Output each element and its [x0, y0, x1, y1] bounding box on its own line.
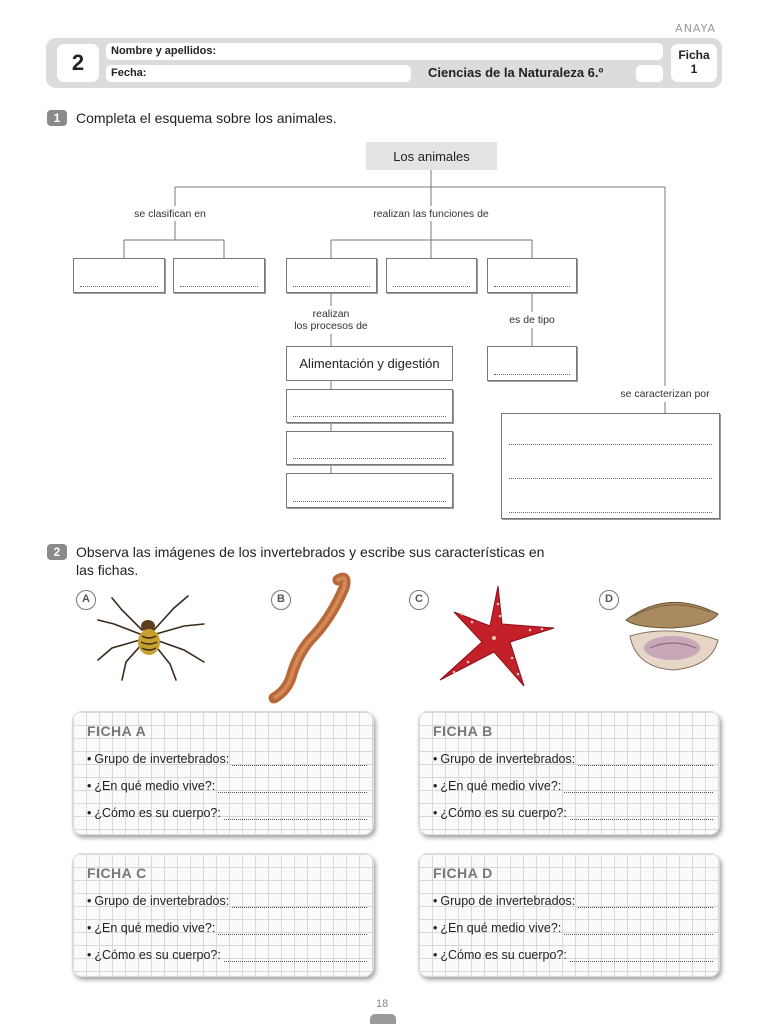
name-label: Nombre y apellidos:: [111, 45, 217, 57]
answer-line[interactable]: [570, 952, 713, 962]
answer-line[interactable]: [224, 810, 367, 820]
card-question: ¿Cómo es su cuerpo?:: [440, 948, 567, 962]
answer-box-class-2[interactable]: [173, 258, 265, 293]
ficha-card-b: [418, 711, 720, 835]
exercise-2-number: 2: [47, 544, 67, 560]
card-row-body[interactable]: • ¿Cómo es su cuerpo?:: [433, 806, 713, 820]
card-question: Grupo de invertebrados:: [440, 752, 576, 766]
diagram-root: Los animales: [366, 142, 497, 170]
process-given: Alimentación y digestión: [286, 346, 453, 381]
card-row-group[interactable]: • Grupo de invertebrados:: [433, 894, 713, 908]
card-row-habitat[interactable]: • ¿En qué medio vive?:: [433, 779, 713, 793]
answer-box-function-2[interactable]: [386, 258, 477, 293]
image-letter-b: B: [271, 590, 291, 610]
dotted-line: [80, 286, 158, 287]
card-row-group[interactable]: • Grupo de invertebrados:: [433, 752, 713, 766]
card-row-habitat[interactable]: • ¿En qué medio vive?:: [433, 921, 713, 935]
name-field[interactable]: [106, 43, 663, 60]
ficha-title: FICHA D: [433, 865, 493, 881]
ficha-card-c: [72, 853, 374, 977]
card-question: Grupo de invertebrados:: [94, 752, 230, 766]
card-question: ¿En qué medio vive?:: [94, 921, 216, 935]
card-question: Grupo de invertebrados:: [94, 894, 230, 908]
card-row-habitat[interactable]: • ¿En qué medio vive?:: [87, 779, 367, 793]
answer-box-process-3[interactable]: [286, 431, 453, 465]
card-row-body[interactable]: • ¿Cómo es su cuerpo?:: [87, 806, 367, 820]
answer-box-process-2[interactable]: [286, 389, 453, 423]
exercise-2-instruction-line2: las fichas.: [76, 562, 139, 578]
ficha-card-d: [418, 853, 720, 977]
image-letter-a: A: [76, 590, 96, 610]
dotted-line: [509, 444, 712, 445]
answer-box-type[interactable]: [487, 346, 577, 381]
ficha-card-a: [72, 711, 374, 835]
card-question: ¿En qué medio vive?:: [440, 779, 562, 793]
answer-line[interactable]: [578, 756, 713, 766]
card-row-group[interactable]: • Grupo de invertebrados:: [87, 894, 367, 908]
dotted-line: [293, 416, 446, 417]
page-tab: [370, 1014, 396, 1024]
date-field[interactable]: [106, 65, 411, 82]
unit-number: 2: [57, 44, 99, 82]
answer-line[interactable]: [564, 783, 713, 793]
label-classify: se clasifican en: [134, 208, 206, 220]
label-processes: [281, 308, 381, 332]
answer-box-function-3[interactable]: [487, 258, 577, 293]
card-question: ¿Cómo es su cuerpo?:: [94, 806, 221, 820]
dotted-line: [494, 374, 570, 375]
card-row-body[interactable]: • ¿Cómo es su cuerpo?:: [87, 948, 367, 962]
ficha-number: 1: [690, 62, 698, 76]
label-processes-line2: los procesos de: [294, 320, 368, 332]
card-row-body[interactable]: • ¿Cómo es su cuerpo?:: [433, 948, 713, 962]
dotted-line: [293, 501, 446, 502]
page-number: 18: [376, 998, 389, 1010]
card-question: ¿En qué medio vive?:: [440, 921, 562, 935]
answer-box-function-1[interactable]: [286, 258, 377, 293]
card-row-habitat[interactable]: • ¿En qué medio vive?:: [87, 921, 367, 935]
card-question: ¿En qué medio vive?:: [94, 779, 216, 793]
answer-box-process-4[interactable]: [286, 473, 453, 508]
exercise-2-instruction-line1: Observa las imágenes de los invertebrados y escribe sus características en: [76, 544, 545, 560]
answer-line[interactable]: [578, 898, 713, 908]
date-label: Fecha:: [111, 67, 147, 79]
card-question: ¿Cómo es su cuerpo?:: [440, 806, 567, 820]
answer-line[interactable]: [218, 925, 367, 935]
card-question: ¿Cómo es su cuerpo?:: [94, 948, 221, 962]
class-field[interactable]: [636, 65, 663, 82]
ficha-title: FICHA A: [87, 723, 147, 739]
dotted-line: [509, 512, 712, 513]
answer-box-characteristics[interactable]: [501, 413, 720, 519]
card-row-group[interactable]: • Grupo de invertebrados:: [87, 752, 367, 766]
publisher-logo: ANAYA: [675, 22, 716, 35]
answer-line[interactable]: [218, 783, 367, 793]
dotted-line: [393, 286, 470, 287]
image-letter-c: C: [409, 590, 429, 610]
label-functions: realizan las funciones de: [373, 208, 489, 220]
label-characterized: se caracterizan por: [620, 388, 710, 400]
ficha-title: FICHA C: [87, 865, 147, 881]
label-processes-line1: realizan: [312, 308, 350, 320]
card-question: Grupo de invertebrados:: [440, 894, 576, 908]
dotted-line: [180, 286, 258, 287]
dotted-line: [494, 286, 570, 287]
answer-line[interactable]: [224, 952, 367, 962]
dotted-line: [293, 458, 446, 459]
answer-line[interactable]: [232, 756, 367, 766]
ficha-label: Ficha: [678, 48, 710, 62]
answer-line[interactable]: [232, 898, 367, 908]
dotted-line: [293, 286, 370, 287]
exercise-1-instruction: Completa el esquema sobre los animales.: [76, 110, 337, 126]
subject-title: Ciencias de la Naturaleza 6.º: [428, 65, 604, 80]
answer-box-class-1[interactable]: [73, 258, 165, 293]
dotted-line: [509, 478, 712, 479]
starfish-image: [432, 582, 558, 690]
answer-line[interactable]: [570, 810, 713, 820]
spider-image: [92, 590, 212, 682]
exercise-1-number: 1: [47, 110, 67, 126]
label-type: es de tipo: [509, 314, 555, 326]
answer-line[interactable]: [564, 925, 713, 935]
worm-image: [258, 570, 358, 704]
image-letter-d: D: [599, 590, 619, 610]
clam-image: [620, 594, 724, 678]
ficha-title: FICHA B: [433, 723, 493, 739]
ficha-box: [671, 44, 717, 82]
